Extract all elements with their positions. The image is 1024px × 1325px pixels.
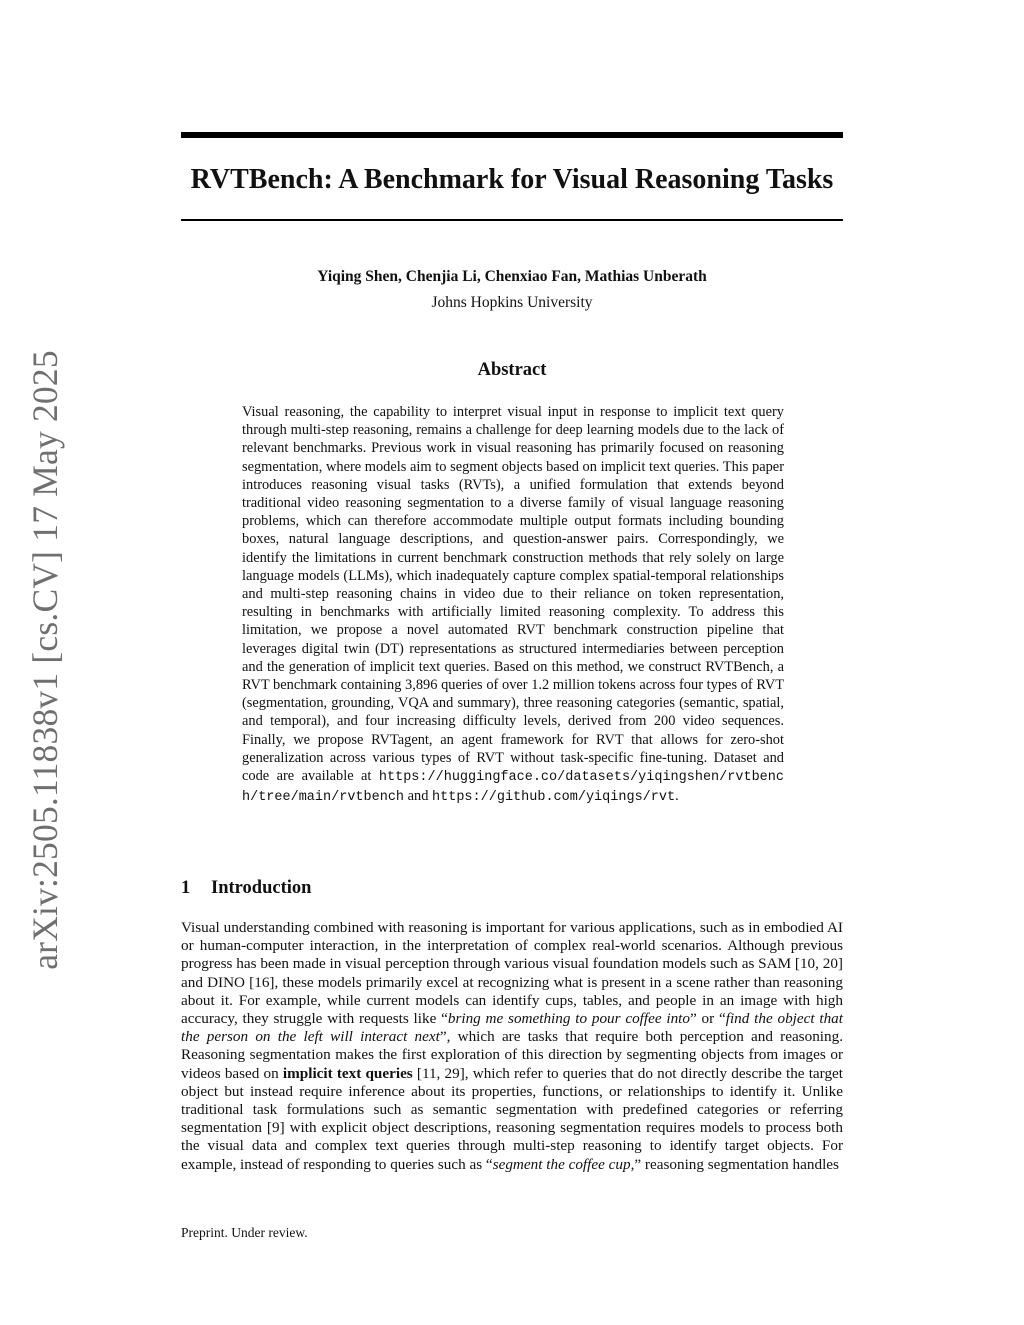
author-affiliation: Johns Hopkins University (431, 294, 593, 311)
dataset-link[interactable]: https://huggingface.co/datasets/yiqingshen/rvtbench/tree/main/rvtbench (242, 770, 784, 806)
abstract-paragraph: Visual reasoning, the capability to interpret visual input in response to implicit text query through multi-step reasoning, remains a challenge for deep learning models due to the lack of relevant benchmarks. Previous work in visual reasoning has primarily focused on reasoning segmentation, where models aim to segment objects based on implicit text queries. This paper introduces reasoning visual tasks (RVTs), a unified formulation that extends beyond traditional video reasoning segmentation to a diverse family of visual language reasoning problems, which can therefore accommodate multiple output formats including bounding boxes, natural language descriptions, and question-answer pairs. Correspondingly, we identify the limitations in current benchmark construction methods that rely solely on large language models (LLMs), which inadequately capture complex spatial-temporal relationships and multi-step reasoning chains in video due to their reliance on token representation, resulting in benchmarks with artificially limited reasoning complexity. To address this limitation, we propose a novel automated RVT benchmark construction pipeline that leverages digital twin (DT) representations as structured intermediaries between perception and the generation of implicit text queries. Based on this method, we construct RVTBench, a RVT benchmark containing 3,896 queries of over 1.2 million tokens across four types of RVT (segmentation, grounding, VQA and summary), three reasoning categories (semantic, spatial, and temporal), and four increasing difficulty levels, derived from 200 video sequences. Finally, we propose RVTagent, an agent framework for RVT that allows for zero-shot generalization across various types of RVT without task-specific fine-tuning. Dataset and code are available at (242, 404, 784, 785)
section-number: 1 (181, 878, 191, 898)
intro-text-4: [11, 29], which refer to queries that do not directly describe the target object but instead require inference about its properties, functions, or relationships to identify it. Unlike traditional task formulations such as semantic segmentation with predefined categories or referring segmentation [9] with explicit object descriptions, reasoning segmentation requires models to process both the visual data and complex text queries through multi-step reasoning to identify target objects. For example, instead of responding to queries such as “ (181, 1064, 843, 1173)
title-top-rule (181, 132, 843, 138)
intro-example-query-3: segment the coffee cup (492, 1155, 631, 1173)
paper-title: RVTBench: A Benchmark for Visual Reasoning Tasks (190, 164, 834, 195)
abstract-joiner: and (407, 788, 429, 805)
code-link[interactable]: https://github.com/yiqings/rvt (432, 790, 676, 806)
arxiv-identifier-stamp: arXiv:2505.11838v1 [cs.CV] 17 May 2025 (25, 350, 65, 970)
author-list: Yiqing Shen, Chenjia Li, Chenxiao Fan, Mathias Unberath (317, 268, 707, 285)
section-heading-introduction (181, 876, 311, 900)
intro-text-5: ,” reasoning segmentation handles (630, 1155, 839, 1173)
intro-example-query-2: find the object that the person on the left will interact next (181, 1010, 843, 1046)
section-title: Introduction (211, 878, 312, 898)
abstract-heading: Abstract (477, 360, 547, 380)
intro-example-query-1: bring me something to pour coffee into (447, 1010, 690, 1028)
intro-key-term: implicit text queries (282, 1064, 413, 1082)
abstract-text (242, 403, 784, 807)
title-bottom-rule (181, 219, 843, 221)
intro-text-1: Visual understanding combined with reasoning is important for various applications, such as in embodied AI or human-computer interaction, in the interpretation of complex real-world scenarios. Although previous progress has been made in visual perception through various visual foundation models such as SAM [10, 20] and DINO [16], these models primarily excel at recognizing what is present in a scene rather than reasoning about it. For example, while current models can identify cups, tables, and people in an image with high accuracy, they struggle with requests like “ (181, 919, 843, 1028)
page-footer: Preprint. Under review. (181, 1225, 308, 1240)
intro-text-2: ” or “ (690, 1010, 726, 1028)
introduction-paragraph (181, 919, 843, 1174)
abstract-end: . (675, 788, 679, 805)
intro-text-3: ”, which are tasks that require both perception and reasoning. Reasoning segmentation makes the first exploration of this direction by segmenting objects from images or videos based on (181, 1028, 843, 1082)
